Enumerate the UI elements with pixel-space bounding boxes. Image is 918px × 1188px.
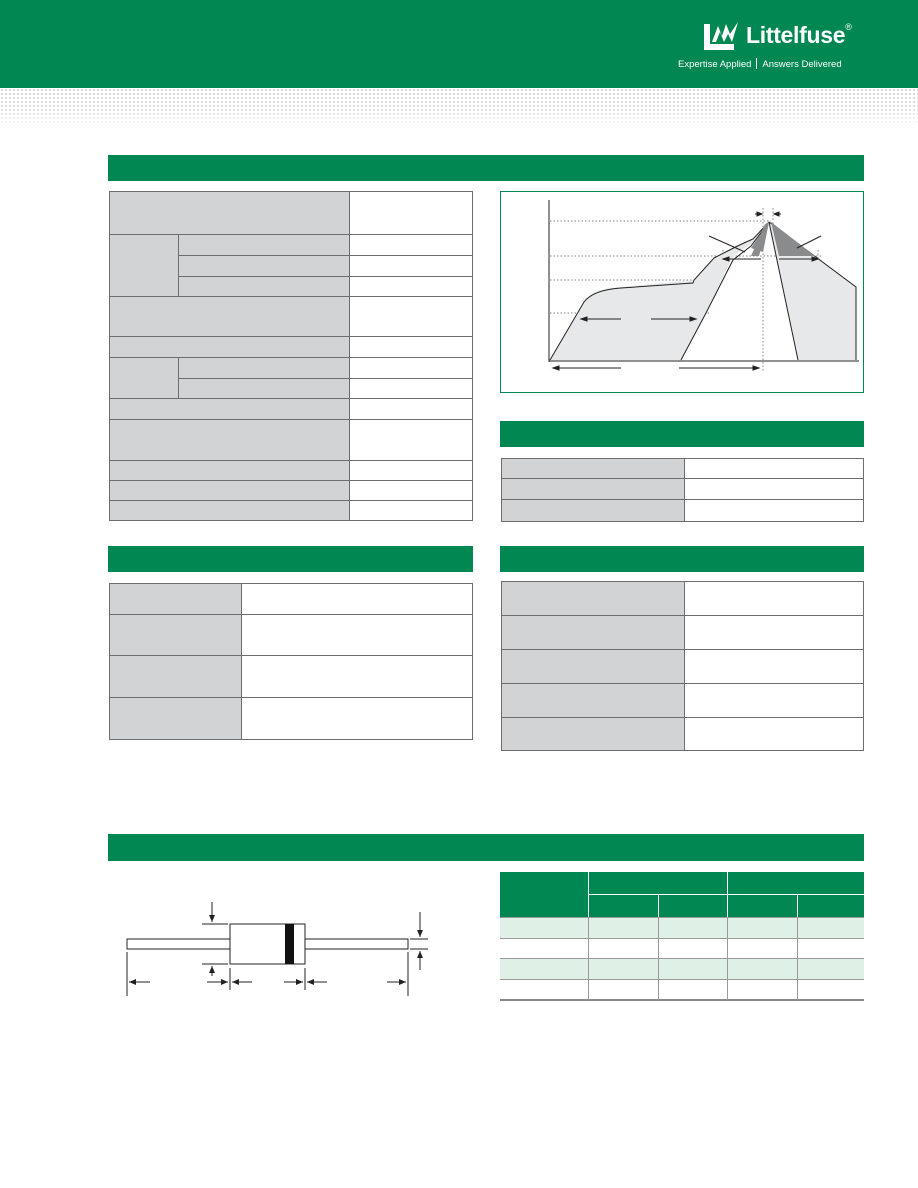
ratings-value xyxy=(349,378,473,399)
row-divider xyxy=(500,938,864,939)
header-divider xyxy=(797,895,798,917)
col-divider xyxy=(727,917,728,1000)
right2-value xyxy=(684,649,864,684)
right2-value xyxy=(684,683,864,718)
right2-value xyxy=(684,615,864,650)
ratings-cell xyxy=(109,336,350,358)
ratings-cell xyxy=(178,276,350,297)
reflow-profile-diagram xyxy=(501,192,862,391)
ratings-value xyxy=(349,500,473,521)
page-header xyxy=(0,0,918,88)
row-divider xyxy=(500,979,864,980)
littelfuse-logo-icon xyxy=(704,20,740,50)
left2-value xyxy=(241,697,473,740)
ratings-value xyxy=(349,357,473,379)
ratings-value xyxy=(349,419,473,461)
ratings-value xyxy=(349,460,473,481)
ratings-value xyxy=(349,191,473,235)
ratings-cell xyxy=(109,480,350,501)
tagline-right: Answers Delivered xyxy=(762,59,842,70)
physical-value xyxy=(684,499,864,522)
ratings-cell xyxy=(109,500,350,521)
left2-cell xyxy=(109,614,242,656)
section-bar-left-2 xyxy=(108,546,473,572)
physical-cell xyxy=(501,478,685,500)
right2-value xyxy=(684,581,864,616)
ratings-cell xyxy=(109,191,350,235)
package-dimension-drawing xyxy=(112,890,442,1000)
tagline-separator xyxy=(756,58,757,69)
left2-cell xyxy=(109,583,242,615)
left2-value xyxy=(241,655,473,698)
row-divider xyxy=(500,958,864,959)
physical-value xyxy=(684,478,864,500)
ratings-cell xyxy=(109,460,350,481)
right2-cell xyxy=(501,615,685,650)
section-bar-physical xyxy=(500,421,864,447)
left2-value xyxy=(241,614,473,656)
ratings-cell xyxy=(109,398,350,420)
left2-value xyxy=(241,583,473,615)
ratings-value xyxy=(349,480,473,501)
ratings-cell xyxy=(109,234,179,297)
ratings-cell xyxy=(178,378,350,399)
col-divider xyxy=(588,917,589,1000)
section-bar-ratings xyxy=(108,155,864,181)
physical-cell xyxy=(501,499,685,522)
table-row xyxy=(500,938,864,959)
physical-cell xyxy=(501,458,685,479)
ratings-cell xyxy=(178,234,350,256)
ratings-cell xyxy=(109,419,350,461)
header-divider xyxy=(588,872,589,917)
ratings-value xyxy=(349,398,473,420)
brand-tagline xyxy=(678,58,842,70)
col-divider xyxy=(658,917,659,1000)
section-bar-right-2 xyxy=(500,546,864,572)
registered-mark: ® xyxy=(845,22,852,32)
reflow-profile-figure xyxy=(500,191,864,393)
left2-cell xyxy=(109,655,242,698)
brand-name xyxy=(746,22,852,49)
right2-value xyxy=(684,717,864,751)
brand-logo[interactable] xyxy=(678,18,864,72)
right2-cell xyxy=(501,683,685,718)
ratings-value xyxy=(349,234,473,256)
ratings-cell xyxy=(109,296,350,337)
right2-cell xyxy=(501,649,685,684)
ratings-value xyxy=(349,336,473,358)
physical-value xyxy=(684,458,864,479)
ratings-cell xyxy=(178,255,350,277)
ratings-cell xyxy=(178,357,350,379)
right2-cell xyxy=(501,581,685,616)
ratings-value xyxy=(349,296,473,337)
header-divider xyxy=(727,872,728,917)
ratings-value xyxy=(349,276,473,297)
col-divider xyxy=(797,917,798,1000)
row-divider xyxy=(500,917,864,918)
section-bar-dimensions xyxy=(108,834,864,861)
table-row xyxy=(500,917,864,938)
right2-cell xyxy=(501,717,685,751)
left2-cell xyxy=(109,697,242,740)
header-divider xyxy=(658,895,659,917)
dotted-band-fade xyxy=(0,88,918,128)
tagline-left: Expertise Applied xyxy=(678,59,752,70)
table-row xyxy=(500,979,864,1000)
ratings-cell xyxy=(109,357,179,399)
brand-name-text: Littelfuse xyxy=(746,22,846,48)
ratings-value xyxy=(349,255,473,277)
table-row xyxy=(500,959,864,979)
table-bottom-rule xyxy=(500,999,864,1001)
